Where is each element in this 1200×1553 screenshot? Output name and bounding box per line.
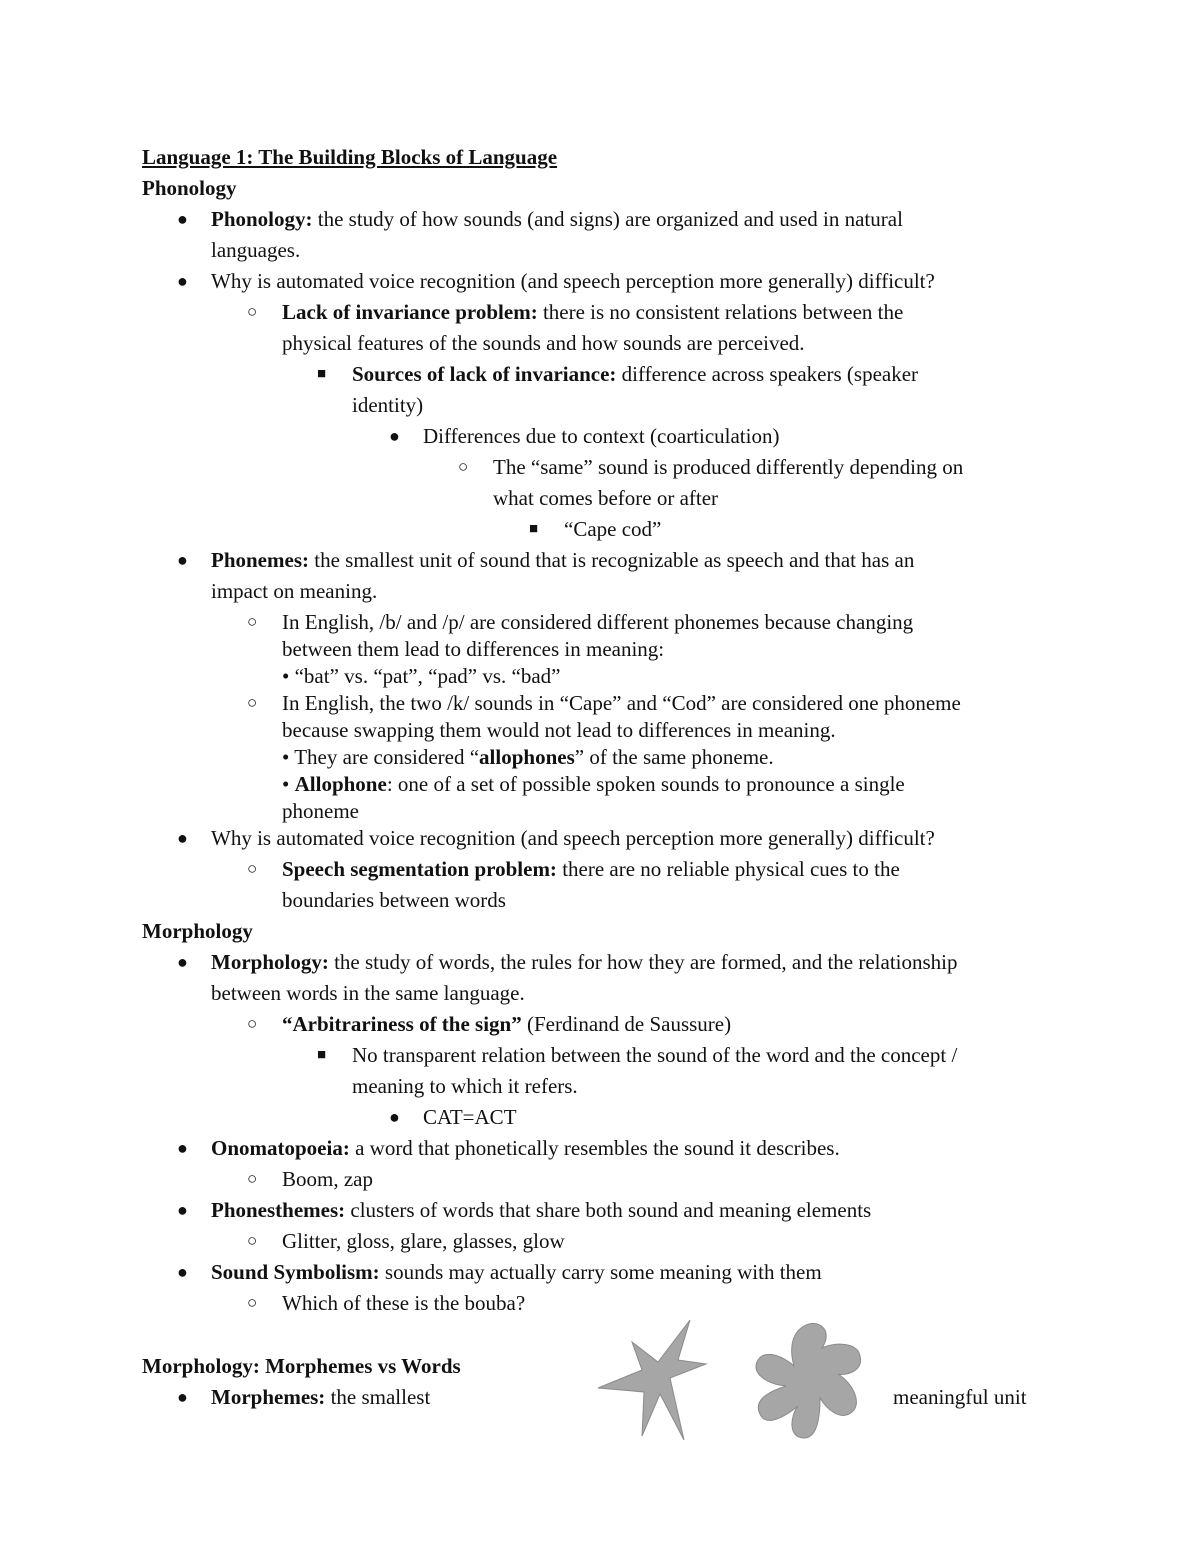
list-item-continuation: physical features of the sounds and how sounds are perceived. [282, 331, 805, 355]
list-item-k-sounds: In English, the two /k/ sounds in “Cape” and “Cod” are considered one phoneme [282, 691, 961, 715]
bullet-disc-icon: ● [177, 828, 188, 848]
list-item-example: Glitter, gloss, glare, glasses, glow [282, 1229, 565, 1253]
list-item-sources [352, 361, 918, 387]
list-item-why-difficult: Why is automated voice recognition (and speech perception more generally) difficult? [211, 826, 935, 850]
list-item-morphology-def [211, 949, 958, 975]
bullet-disc-icon: ● [177, 209, 188, 229]
definition-text: difference across speakers (speaker [616, 362, 919, 386]
bullet-disc-icon: ● [177, 1138, 188, 1158]
list-item-phonemes [211, 547, 914, 573]
list-item-continuation: what comes before or after [493, 486, 719, 510]
term: Lack of invariance problem: [282, 300, 538, 324]
list-item-same-sound: The “same” sound is produced differently depending on [493, 455, 964, 479]
term: Sound Symbolism: [211, 1260, 380, 1284]
term: allophones [479, 745, 575, 769]
list-item-continuation: phoneme [282, 799, 359, 823]
section-heading-morphology: Morphology [142, 919, 253, 943]
list-item-segmentation [282, 856, 900, 882]
definition-text: a word that phonetically resembles the sound it describes. [349, 1136, 840, 1160]
list-item-bat-pat: • “bat” vs. “pat”, “pad” vs. “bad” [282, 664, 561, 688]
list-item-continuation: boundaries between words [282, 888, 506, 912]
list-item-phonesthemes [211, 1197, 871, 1223]
list-item-continuation: meaning to which it refers. [352, 1074, 578, 1098]
bullet-circle-icon: ○ [458, 457, 469, 476]
dot-bullet-icon: • [282, 772, 290, 796]
bullet-circle-icon: ○ [247, 612, 258, 631]
bullet-square-icon: ■ [317, 366, 327, 382]
definition-text: there is no consistent relations between the [537, 300, 904, 324]
list-item-b-p: In English, /b/ and /p/ are considered different phonemes because changing [282, 610, 914, 634]
bullet-disc-icon: ● [177, 1200, 188, 1220]
list-item-continuation: because swapping them would not lead to differences in meaning. [282, 718, 836, 742]
section-heading-phonology: Phonology [142, 176, 237, 200]
list-item-morphemes [211, 1384, 430, 1410]
bullet-disc-icon: ● [177, 1387, 188, 1407]
dot-bullet-icon: • [282, 745, 290, 769]
definition-text: sounds may actually carry some meaning with them [379, 1260, 822, 1284]
list-item-context: Differences due to context (coarticulation) [423, 424, 780, 448]
term: Sources of lack of invariance: [352, 362, 617, 386]
bullet-square-icon: ■ [529, 521, 539, 537]
spiky-star-shape [598, 1320, 706, 1440]
bouba-kiki-figure [590, 1312, 880, 1452]
term: Onomatopoeia: [211, 1136, 350, 1160]
definition-text: clusters of words that share both sound and meaning elements [345, 1198, 872, 1222]
term: Morphemes: [211, 1385, 326, 1409]
list-item-arbitrariness [282, 1011, 731, 1037]
list-item-sound-symbolism [211, 1259, 822, 1285]
term: Morphology: [211, 950, 329, 974]
list-item-phonology-def [211, 206, 903, 232]
list-item-continuation: identity) [352, 393, 424, 417]
bullet-disc-icon: ● [177, 1262, 188, 1282]
list-item-continuation: between words in the same language. [211, 981, 525, 1005]
definition-text: the study of how sounds (and signs) are organized and used in natural [312, 207, 903, 231]
list-item-bouba-question: Which of these is the bouba? [282, 1291, 526, 1315]
term: Phonemes: [211, 548, 309, 572]
bullet-circle-icon: ○ [247, 1014, 258, 1033]
list-item-onomatopoeia [211, 1135, 840, 1161]
term: Phonology: [211, 207, 313, 231]
definition-text: the smallest [325, 1385, 431, 1409]
list-item-allophones: • They are considered “allophones” of the same phoneme. [282, 745, 774, 769]
list-item-transparent: No transparent relation between the sound of the word and the concept / [352, 1043, 958, 1067]
bullet-disc-icon: ● [389, 426, 400, 446]
list-item-continuation: languages. [211, 238, 301, 262]
bullet-circle-icon: ○ [247, 1231, 258, 1250]
definition-text: there are no reliable physical cues to the [556, 857, 900, 881]
bullet-circle-icon: ○ [247, 302, 258, 321]
list-item-cat-act: CAT=ACT [423, 1105, 517, 1129]
list-item-allophone-def: • Allophone: one of a set of possible spoken sounds to pronounce a single [282, 772, 905, 796]
definition-text: the smallest unit of sound that is recognizable as speech and that has an [309, 548, 915, 572]
list-item-continuation: meaningful unit [893, 1385, 1027, 1409]
bullet-disc-icon: ● [177, 271, 188, 291]
dot-bullet-icon: • [282, 664, 290, 688]
list-item-cape-cod: “Cape cod” [564, 517, 662, 541]
term: Speech segmentation problem: [282, 857, 557, 881]
definition-text: the study of words, the rules for how they are formed, and the relationship [328, 950, 958, 974]
bullet-disc-icon: ● [177, 550, 188, 570]
list-item-continuation: between them lead to differences in meaning: [282, 637, 665, 661]
rounded-blob-shape [756, 1323, 860, 1438]
list-item-invariance [282, 299, 903, 325]
bullet-disc-icon: ● [177, 952, 188, 972]
section-heading-morphemes: Morphology: Morphemes vs Words [142, 1354, 461, 1378]
list-item-continuation: impact on meaning. [211, 579, 378, 603]
page-title: Language 1: The Building Blocks of Language [142, 145, 558, 169]
term: Allophone [294, 772, 387, 796]
bullet-circle-icon: ○ [247, 1293, 258, 1312]
list-item-why-difficult: Why is automated voice recognition (and speech perception more generally) difficult? [211, 269, 935, 293]
term: Phonesthemes: [211, 1198, 346, 1222]
bullet-square-icon: ■ [317, 1047, 327, 1063]
bullet-circle-icon: ○ [247, 859, 258, 878]
bullet-circle-icon: ○ [247, 693, 258, 712]
bullet-circle-icon: ○ [247, 1169, 258, 1188]
term: “Arbitrariness of the sign” [282, 1012, 522, 1036]
bullet-disc-icon: ● [389, 1107, 400, 1127]
list-item-example: Boom, zap [282, 1167, 373, 1191]
definition-text: (Ferdinand de Saussure) [521, 1012, 732, 1036]
